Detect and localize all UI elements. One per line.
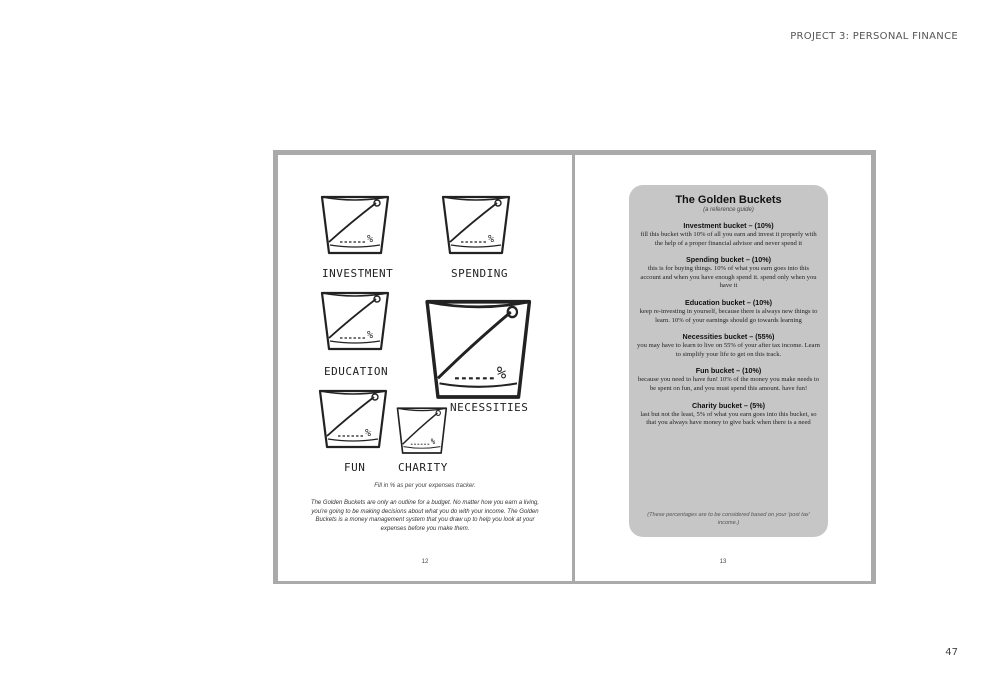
intro-paragraph: The Golden Buckets are only an outline for a budget. No matter how you earn a living, you're going to be making decisions about what you do with your income. The Golden Buckets is a money management system that you draw up to help you look at your expenses before you make them. bbox=[310, 500, 540, 532]
buckets-caption: Fill in % as per your expenses tracker. bbox=[374, 483, 476, 489]
left-page bbox=[278, 155, 572, 581]
entry-investment bbox=[637, 221, 820, 248]
entry-title: Education bucket – (10%) bbox=[684, 297, 773, 307]
bucket-spending-icon bbox=[443, 197, 509, 253]
bucket-necessities-icon bbox=[427, 302, 529, 397]
entry-necessities bbox=[637, 332, 820, 359]
entry-title: Spending bucket – (10%) bbox=[685, 255, 772, 265]
entry-body: fill this bucket with 10% of all you earn and invest it properly with the help of a proper financial advisor and never spend it bbox=[640, 231, 817, 247]
book-spread bbox=[273, 150, 876, 584]
entry-fun bbox=[637, 366, 820, 393]
entry-title: Fun bucket – (10%) bbox=[695, 366, 762, 376]
bucket-fun-icon bbox=[320, 391, 386, 447]
document-header: PROJECT 3: PERSONAL FINANCE bbox=[790, 31, 958, 42]
label-fun: FUN bbox=[344, 461, 366, 474]
entry-education bbox=[637, 298, 820, 325]
card-title: The Golden Buckets bbox=[675, 194, 782, 206]
entry-body: last but not the least, 5% of what you earn goes into this bucket, so that you always have money to give back when there is a need bbox=[640, 410, 817, 427]
left-page-number: 12 bbox=[421, 559, 429, 565]
reference-card bbox=[629, 185, 828, 537]
entry-body: because you need to have fun! 10% of the money you make needs to be spent on fun, and you must spend this amount. have fun! bbox=[637, 376, 820, 392]
bucket-entries bbox=[637, 221, 820, 435]
entry-title: Necessities bucket – (55%) bbox=[682, 332, 775, 342]
entry-charity bbox=[637, 401, 820, 428]
right-page bbox=[575, 155, 871, 581]
card-footnote: (These percentages are to be considered based on your 'post tax' income.) bbox=[647, 512, 810, 526]
label-necessities: NECESSITIES bbox=[450, 401, 529, 414]
buckets-illustration: % bbox=[278, 155, 572, 485]
entry-body: you may have to learn to live on 55% of your after tax income. Learn to simplify your life to get on this track. bbox=[637, 342, 820, 358]
bucket-charity-icon bbox=[397, 408, 446, 453]
label-spending: SPENDING bbox=[451, 267, 508, 280]
label-education: EDUCATION bbox=[324, 365, 389, 378]
right-page-number: 13 bbox=[719, 559, 727, 565]
entry-body: keep re-investing in yourself, because there is always new things to learn. 10% of your earnings should go towards learning bbox=[639, 307, 818, 324]
entry-title: Investment bucket – (10%) bbox=[683, 221, 774, 230]
label-charity: CHARITY bbox=[398, 461, 448, 474]
card-subtitle: (a reference guide) bbox=[703, 207, 754, 213]
label-investment: INVESTMENT bbox=[322, 267, 394, 280]
entry-spending bbox=[637, 255, 820, 291]
entry-body: this is for buying things. 10% of what you earn goes into this account and when you have enough spend it. spend only when you have it bbox=[640, 265, 817, 290]
bucket-investment-icon bbox=[322, 197, 388, 253]
entry-title: Charity bucket – (5%) bbox=[691, 400, 766, 410]
document-page-number: 47 bbox=[945, 647, 958, 658]
bucket-education-icon bbox=[322, 293, 388, 349]
